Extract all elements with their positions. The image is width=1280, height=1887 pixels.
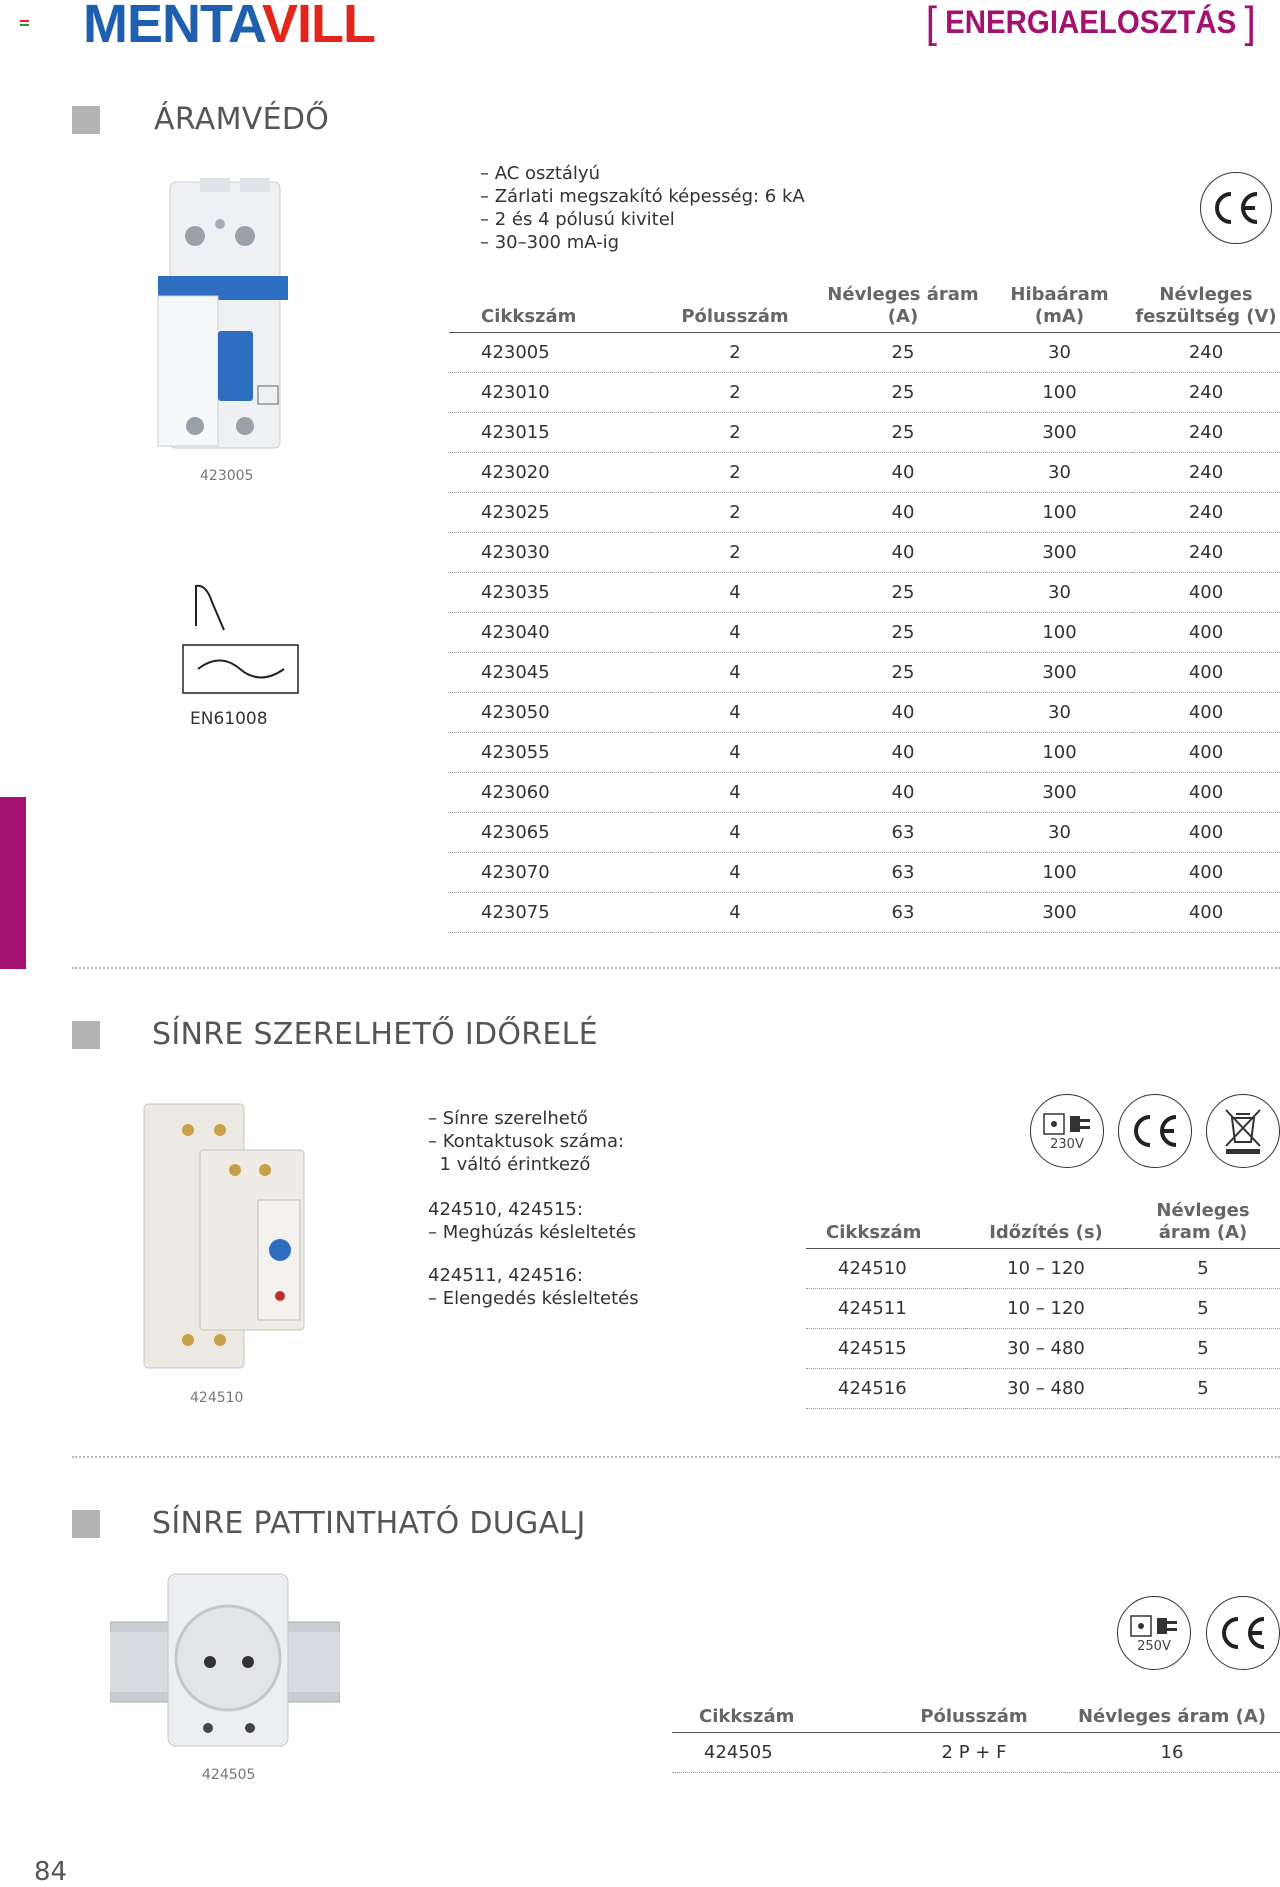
table-row — [449, 533, 1280, 573]
table-cell: 400 — [1132, 613, 1280, 653]
voltage-label: 250V — [1137, 1638, 1171, 1654]
column-header: Pólusszám — [651, 276, 819, 333]
table-cell: 25 — [819, 333, 987, 373]
table-cell: 400 — [1132, 733, 1280, 773]
table-cell: 4 — [651, 853, 819, 893]
table-row — [449, 373, 1280, 413]
standard-label: EN61008 — [190, 709, 268, 729]
table-cell: 423055 — [449, 733, 651, 773]
table-row — [449, 813, 1280, 853]
table-cell: 423070 — [449, 853, 651, 893]
table-header-row — [449, 276, 1280, 333]
category-title: ENERGIAELOSZTÁS — [945, 4, 1237, 40]
table-row — [806, 1289, 1280, 1329]
table-row — [449, 453, 1280, 493]
table-row — [449, 413, 1280, 453]
table-cell: 40 — [819, 493, 987, 533]
table-cell: 10 – 120 — [966, 1249, 1126, 1289]
table-cell: 4 — [651, 773, 819, 813]
table-cell: 100 — [987, 853, 1132, 893]
table-cell: 2 — [651, 413, 819, 453]
table-cell: 2 P + F — [884, 1733, 1064, 1773]
image-caption: 424510 — [190, 1390, 244, 1406]
table-cell: 423030 — [449, 533, 651, 573]
table-cell: 2 — [651, 453, 819, 493]
category-header — [925, 0, 1256, 47]
column-header: Névleges áram (A) — [819, 276, 987, 333]
table-cell: 30 — [987, 453, 1132, 493]
table-cell: 63 — [819, 893, 987, 933]
table-cell: 400 — [1132, 773, 1280, 813]
table-cell: 424510 — [806, 1249, 966, 1289]
feature-item: – 30–300 mA-ig — [480, 232, 620, 253]
table-cell: 4 — [651, 693, 819, 733]
table-cell: 5 — [1126, 1289, 1280, 1329]
table-cell: 240 — [1132, 373, 1280, 413]
table-cell: 423075 — [449, 893, 651, 933]
weee-bin-icon — [1206, 1094, 1280, 1168]
table-row — [672, 1733, 1280, 1773]
table-cell: 240 — [1132, 453, 1280, 493]
table-cell: 40 — [819, 533, 987, 573]
feature-item: – Kontaktusok száma: — [428, 1131, 625, 1152]
table-row — [449, 653, 1280, 693]
table-cell: 4 — [651, 653, 819, 693]
table-cell: 40 — [819, 733, 987, 773]
ce-mark-icon — [1206, 1596, 1280, 1670]
table-cell: 4 — [651, 813, 819, 853]
table-cell: 2 — [651, 373, 819, 413]
table-cell: 424511 — [806, 1289, 966, 1329]
feature-item: – Sínre szerelhető — [428, 1108, 588, 1129]
table-cell: 100 — [987, 613, 1132, 653]
brand-part-b: VILL — [261, 0, 375, 54]
table-cell: 423025 — [449, 493, 651, 533]
table-cell: 4 — [651, 573, 819, 613]
table-row — [449, 333, 1280, 373]
table-cell: 100 — [987, 733, 1132, 773]
ce-mark-icon — [1200, 172, 1272, 244]
socket-voltage-icon — [1030, 1094, 1104, 1168]
column-header: Névleges feszültség (V) — [1132, 276, 1280, 333]
feature-item: – AC osztályú — [480, 163, 600, 184]
table-row — [449, 773, 1280, 813]
table-cell: 2 — [651, 533, 819, 573]
note-head: 424511, 424516: — [428, 1265, 583, 1286]
ce-mark-icon — [1118, 1094, 1192, 1168]
table-row — [449, 853, 1280, 893]
table-cell: 424505 — [672, 1733, 884, 1773]
feature-list — [428, 1107, 624, 1176]
page-number: 84 — [34, 1857, 68, 1887]
table-cell: 300 — [987, 893, 1132, 933]
table-row — [449, 493, 1280, 533]
image-caption: 423005 — [200, 468, 254, 484]
table-cell: 25 — [819, 413, 987, 453]
table-cell: 4 — [651, 733, 819, 773]
note-block — [428, 1264, 639, 1310]
feature-item: – 2 és 4 pólusú kivitel — [480, 209, 675, 230]
table-row — [806, 1329, 1280, 1369]
table-cell: 5 — [1126, 1249, 1280, 1289]
section-title: SÍNRE SZERELHETŐ IDŐRELÉ — [152, 1017, 598, 1052]
table-cell: 2 — [651, 333, 819, 373]
table-cell: 40 — [819, 693, 987, 733]
section-square-icon — [72, 106, 100, 134]
table-cell: 423015 — [449, 413, 651, 453]
column-header: Időzítés (s) — [966, 1192, 1126, 1249]
feature-item: – Zárlati megszakító képesség: 6 kA — [480, 186, 805, 207]
table-cell: 400 — [1132, 813, 1280, 853]
table-cell: 25 — [819, 573, 987, 613]
section-square-icon — [72, 1021, 100, 1049]
note-block — [428, 1198, 636, 1244]
table-cell: 10 – 120 — [966, 1289, 1126, 1329]
section-title: ÁRAMVÉDŐ — [154, 102, 330, 137]
rcd-spec-table — [449, 276, 1280, 933]
table-header-row — [672, 1690, 1280, 1733]
table-cell: 30 — [987, 333, 1132, 373]
note-body: – Meghúzás késleltetés — [428, 1222, 637, 1243]
note-body: – Elengedés késleltetés — [428, 1288, 639, 1309]
brand-logo — [83, 0, 375, 54]
table-cell: 400 — [1132, 573, 1280, 613]
table-cell: 423040 — [449, 613, 651, 653]
table-row — [806, 1369, 1280, 1409]
table-cell: 100 — [987, 493, 1132, 533]
socket-spec-table — [672, 1690, 1280, 1773]
column-header: Cikkszám — [449, 276, 651, 333]
section-divider — [72, 1456, 1280, 1458]
note-head: 424510, 424515: — [428, 1199, 583, 1220]
side-tab-marker — [0, 797, 26, 969]
table-cell: 30 — [987, 813, 1132, 853]
rcd-symbol-icon — [180, 580, 302, 696]
table-cell: 63 — [819, 853, 987, 893]
table-row — [449, 693, 1280, 733]
table-cell: 16 — [1064, 1733, 1280, 1773]
column-header: Névleges áram (A) — [1126, 1192, 1280, 1249]
table-cell: 423005 — [449, 333, 651, 373]
timer-spec-table — [806, 1192, 1280, 1409]
table-cell: 400 — [1132, 853, 1280, 893]
table-cell: 2 — [651, 493, 819, 533]
image-caption: 424505 — [202, 1767, 256, 1783]
table-cell: 423020 — [449, 453, 651, 493]
table-cell: 30 – 480 — [966, 1329, 1126, 1369]
table-cell: 5 — [1126, 1369, 1280, 1409]
column-header: Cikkszám — [806, 1192, 966, 1249]
table-row — [449, 733, 1280, 773]
table-cell: 240 — [1132, 333, 1280, 373]
din-socket-image — [110, 1570, 340, 1750]
bracket-close: ] — [1244, 0, 1256, 47]
table-cell: 30 — [987, 693, 1132, 733]
table-cell: 30 — [987, 573, 1132, 613]
section-square-icon — [72, 1510, 100, 1538]
table-cell: 25 — [819, 613, 987, 653]
table-cell: 240 — [1132, 413, 1280, 453]
table-cell: 240 — [1132, 493, 1280, 533]
table-cell: 300 — [987, 533, 1132, 573]
column-header: Cikkszám — [672, 1690, 884, 1733]
table-cell: 100 — [987, 373, 1132, 413]
table-cell: 40 — [819, 453, 987, 493]
table-row — [449, 613, 1280, 653]
table-row — [806, 1249, 1280, 1289]
table-cell: 4 — [651, 613, 819, 653]
table-cell: 25 — [819, 653, 987, 693]
bracket-open: [ — [925, 0, 938, 47]
column-header: Hibaáram (mA) — [987, 276, 1132, 333]
timer-relay-image — [140, 1100, 310, 1372]
socket-voltage-icon — [1117, 1596, 1191, 1670]
feature-list — [480, 162, 805, 254]
table-cell: 5 — [1126, 1329, 1280, 1369]
table-row — [449, 893, 1280, 933]
table-cell: 400 — [1132, 653, 1280, 693]
table-cell: 424515 — [806, 1329, 966, 1369]
table-cell: 240 — [1132, 533, 1280, 573]
column-header: Névleges áram (A) — [1064, 1690, 1280, 1733]
table-cell: 30 – 480 — [966, 1369, 1126, 1409]
table-cell: 25 — [819, 373, 987, 413]
table-cell: 400 — [1132, 693, 1280, 733]
table-cell: 424516 — [806, 1369, 966, 1409]
language-flag-icon — [20, 20, 29, 27]
table-cell: 63 — [819, 813, 987, 853]
table-cell: 300 — [987, 773, 1132, 813]
table-cell: 400 — [1132, 893, 1280, 933]
table-cell: 423045 — [449, 653, 651, 693]
section-divider — [72, 967, 1280, 969]
table-cell: 300 — [987, 653, 1132, 693]
table-cell: 40 — [819, 773, 987, 813]
table-cell: 423010 — [449, 373, 651, 413]
feature-item: 1 váltó érintkező — [428, 1154, 591, 1175]
table-cell: 300 — [987, 413, 1132, 453]
section-title: SÍNRE PATTINTHATÓ DUGALJ — [152, 1506, 586, 1541]
rcd-product-image — [150, 176, 310, 454]
table-cell: 4 — [651, 893, 819, 933]
table-cell: 423050 — [449, 693, 651, 733]
column-header: Pólusszám — [884, 1690, 1064, 1733]
table-cell: 423035 — [449, 573, 651, 613]
voltage-label: 230V — [1050, 1136, 1084, 1152]
table-cell: 423060 — [449, 773, 651, 813]
brand-part-a: MENTA — [83, 0, 262, 54]
table-cell: 423065 — [449, 813, 651, 853]
table-header-row — [806, 1192, 1280, 1249]
table-row — [449, 573, 1280, 613]
